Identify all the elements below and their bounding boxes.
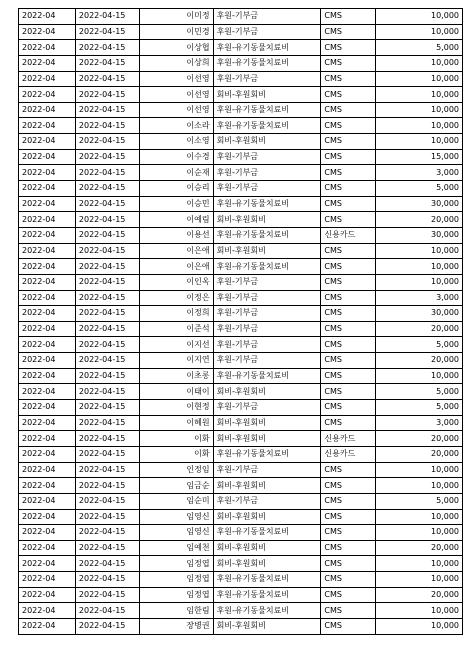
cell-month: 2022-04 [19, 181, 76, 197]
cell-donor-name: 장병권 [139, 618, 213, 634]
cell-amount: 3,000 [376, 290, 463, 306]
cell-donor-name: 이승리 [139, 181, 213, 197]
cell-date: 2022-04-15 [75, 149, 139, 165]
cell-payment-method: CMS [321, 212, 376, 228]
table-row [19, 274, 463, 290]
cell-payment-method: CMS [321, 259, 376, 275]
cell-date: 2022-04-15 [75, 227, 139, 243]
cell-donor-name: 이예림 [139, 212, 213, 228]
cell-amount: 30,000 [376, 227, 463, 243]
cell-donor-name: 임금순 [139, 478, 213, 494]
cell-date: 2022-04-15 [75, 306, 139, 322]
cell-donor-name: 이화 [139, 446, 213, 462]
cell-payment-method: CMS [321, 353, 376, 369]
cell-category: 후원-기부금 [213, 493, 321, 509]
cell-date: 2022-04-15 [75, 415, 139, 431]
cell-date: 2022-04-15 [75, 321, 139, 337]
table-row [19, 493, 463, 509]
cell-date: 2022-04-15 [75, 71, 139, 87]
cell-category: 회비-후원회비 [213, 540, 321, 556]
table-row [19, 9, 463, 25]
cell-month: 2022-04 [19, 415, 76, 431]
cell-month: 2022-04 [19, 306, 76, 322]
cell-payment-method: 신용카드 [321, 446, 376, 462]
cell-amount: 10,000 [376, 259, 463, 275]
ledger-body [19, 9, 463, 635]
cell-month: 2022-04 [19, 618, 76, 634]
cell-donor-name: 이소영 [139, 134, 213, 150]
cell-amount: 10,000 [376, 9, 463, 25]
cell-amount: 10,000 [376, 603, 463, 619]
cell-date: 2022-04-15 [75, 9, 139, 25]
cell-month: 2022-04 [19, 87, 76, 103]
cell-month: 2022-04 [19, 55, 76, 71]
cell-month: 2022-04 [19, 165, 76, 181]
cell-category: 후원-기부금 [213, 24, 321, 40]
cell-amount: 10,000 [376, 87, 463, 103]
table-row [19, 556, 463, 572]
cell-payment-method: CMS [321, 134, 376, 150]
cell-donor-name: 이민경 [139, 24, 213, 40]
cell-month: 2022-04 [19, 337, 76, 353]
cell-amount: 5,000 [376, 493, 463, 509]
cell-month: 2022-04 [19, 572, 76, 588]
cell-amount: 10,000 [376, 462, 463, 478]
cell-date: 2022-04-15 [75, 353, 139, 369]
cell-amount: 10,000 [376, 118, 463, 134]
cell-amount: 10,000 [376, 556, 463, 572]
cell-donor-name: 이초롱 [139, 368, 213, 384]
cell-amount: 3,000 [376, 165, 463, 181]
cell-amount: 10,000 [376, 525, 463, 541]
cell-category: 회비-후원회비 [213, 87, 321, 103]
cell-donor-name: 이태이 [139, 384, 213, 400]
cell-payment-method: CMS [321, 321, 376, 337]
cell-payment-method: CMS [321, 415, 376, 431]
cell-payment-method: CMS [321, 525, 376, 541]
table-row [19, 446, 463, 462]
table-row [19, 118, 463, 134]
cell-category: 회비-후원회비 [213, 618, 321, 634]
cell-donor-name: 임영신 [139, 509, 213, 525]
cell-payment-method: CMS [321, 540, 376, 556]
table-row [19, 71, 463, 87]
cell-amount: 3,000 [376, 415, 463, 431]
cell-month: 2022-04 [19, 227, 76, 243]
cell-date: 2022-04-15 [75, 509, 139, 525]
cell-payment-method: CMS [321, 118, 376, 134]
cell-amount: 10,000 [376, 274, 463, 290]
cell-date: 2022-04-15 [75, 102, 139, 118]
cell-date: 2022-04-15 [75, 55, 139, 71]
cell-month: 2022-04 [19, 493, 76, 509]
cell-donor-name: 임순미 [139, 493, 213, 509]
cell-category: 후원-유기동물치료비 [213, 525, 321, 541]
table-row [19, 478, 463, 494]
cell-month: 2022-04 [19, 274, 76, 290]
cell-category: 후원-유기동물치료비 [213, 603, 321, 619]
table-row [19, 384, 463, 400]
cell-date: 2022-04-15 [75, 118, 139, 134]
cell-date: 2022-04-15 [75, 556, 139, 572]
cell-category: 회비-후원회비 [213, 431, 321, 447]
cell-amount: 30,000 [376, 306, 463, 322]
donation-ledger-table [18, 8, 463, 635]
table-row [19, 400, 463, 416]
cell-category: 후원-유기동물치료비 [213, 227, 321, 243]
table-row [19, 462, 463, 478]
cell-category: 후원-기부금 [213, 321, 321, 337]
cell-donor-name: 이혜원 [139, 415, 213, 431]
cell-month: 2022-04 [19, 24, 76, 40]
cell-date: 2022-04-15 [75, 212, 139, 228]
cell-payment-method: CMS [321, 196, 376, 212]
cell-month: 2022-04 [19, 509, 76, 525]
cell-date: 2022-04-15 [75, 587, 139, 603]
cell-category: 후원-기부금 [213, 400, 321, 416]
table-row [19, 540, 463, 556]
cell-category: 후원-기부금 [213, 149, 321, 165]
cell-donor-name: 이선영 [139, 71, 213, 87]
cell-category: 후원-기부금 [213, 337, 321, 353]
cell-donor-name: 이정희 [139, 306, 213, 322]
cell-category: 후원-기부금 [213, 274, 321, 290]
cell-category: 후원-유기동물치료비 [213, 446, 321, 462]
table-row [19, 525, 463, 541]
cell-payment-method: CMS [321, 337, 376, 353]
cell-category: 후원-유기동물치료비 [213, 55, 321, 71]
cell-payment-method: CMS [321, 55, 376, 71]
cell-donor-name: 인정임 [139, 462, 213, 478]
cell-month: 2022-04 [19, 353, 76, 369]
cell-date: 2022-04-15 [75, 478, 139, 494]
cell-date: 2022-04-15 [75, 181, 139, 197]
cell-payment-method: CMS [321, 165, 376, 181]
cell-donor-name: 이선영 [139, 102, 213, 118]
cell-donor-name: 이선영 [139, 87, 213, 103]
cell-amount: 5,000 [376, 181, 463, 197]
cell-payment-method: CMS [321, 587, 376, 603]
cell-month: 2022-04 [19, 587, 76, 603]
table-row [19, 321, 463, 337]
cell-date: 2022-04-15 [75, 87, 139, 103]
cell-payment-method: CMS [321, 618, 376, 634]
cell-donor-name: 임예천 [139, 540, 213, 556]
cell-payment-method: CMS [321, 400, 376, 416]
cell-category: 후원-유기동물치료비 [213, 259, 321, 275]
cell-date: 2022-04-15 [75, 337, 139, 353]
cell-donor-name: 임한림 [139, 603, 213, 619]
table-row [19, 337, 463, 353]
cell-amount: 10,000 [376, 243, 463, 259]
cell-month: 2022-04 [19, 149, 76, 165]
cell-month: 2022-04 [19, 243, 76, 259]
cell-month: 2022-04 [19, 431, 76, 447]
cell-date: 2022-04-15 [75, 540, 139, 556]
table-row [19, 415, 463, 431]
cell-payment-method: CMS [321, 493, 376, 509]
cell-category: 후원-기부금 [213, 353, 321, 369]
table-row [19, 181, 463, 197]
table-row [19, 134, 463, 150]
cell-date: 2022-04-15 [75, 165, 139, 181]
cell-month: 2022-04 [19, 71, 76, 87]
table-row [19, 587, 463, 603]
cell-donor-name: 이상희 [139, 55, 213, 71]
cell-date: 2022-04-15 [75, 368, 139, 384]
cell-payment-method: CMS [321, 478, 376, 494]
cell-donor-name: 이화 [139, 431, 213, 447]
cell-month: 2022-04 [19, 556, 76, 572]
cell-category: 회비-후원회비 [213, 212, 321, 228]
cell-amount: 10,000 [376, 509, 463, 525]
cell-category: 후원-기부금 [213, 165, 321, 181]
cell-payment-method: CMS [321, 556, 376, 572]
cell-amount: 10,000 [376, 71, 463, 87]
table-row [19, 227, 463, 243]
cell-amount: 20,000 [376, 353, 463, 369]
cell-donor-name: 이상협 [139, 40, 213, 56]
cell-date: 2022-04-15 [75, 384, 139, 400]
cell-payment-method: CMS [321, 149, 376, 165]
cell-date: 2022-04-15 [75, 462, 139, 478]
cell-category: 후원-유기동물치료비 [213, 196, 321, 212]
cell-payment-method: CMS [321, 40, 376, 56]
cell-category: 후원-유기동물치료비 [213, 587, 321, 603]
table-row [19, 212, 463, 228]
cell-donor-name: 임영신 [139, 525, 213, 541]
table-row [19, 102, 463, 118]
cell-donor-name: 임정엽 [139, 587, 213, 603]
cell-date: 2022-04-15 [75, 24, 139, 40]
cell-amount: 10,000 [376, 102, 463, 118]
cell-amount: 20,000 [376, 587, 463, 603]
table-row [19, 55, 463, 71]
table-row [19, 87, 463, 103]
table-row [19, 24, 463, 40]
table-row [19, 165, 463, 181]
cell-month: 2022-04 [19, 196, 76, 212]
cell-payment-method: CMS [321, 603, 376, 619]
cell-date: 2022-04-15 [75, 274, 139, 290]
cell-amount: 20,000 [376, 431, 463, 447]
cell-month: 2022-04 [19, 40, 76, 56]
cell-date: 2022-04-15 [75, 400, 139, 416]
cell-date: 2022-04-15 [75, 243, 139, 259]
cell-payment-method: 신용카드 [321, 227, 376, 243]
cell-category: 후원-유기동물치료비 [213, 118, 321, 134]
cell-donor-name: 이수경 [139, 149, 213, 165]
cell-category: 후원-유기동물치료비 [213, 40, 321, 56]
cell-donor-name: 이승민 [139, 196, 213, 212]
cell-date: 2022-04-15 [75, 431, 139, 447]
cell-payment-method: CMS [321, 274, 376, 290]
table-row [19, 618, 463, 634]
cell-category: 후원-유기동물치료비 [213, 102, 321, 118]
cell-amount: 5,000 [376, 400, 463, 416]
cell-month: 2022-04 [19, 321, 76, 337]
cell-month: 2022-04 [19, 102, 76, 118]
table-row [19, 40, 463, 56]
cell-payment-method: CMS [321, 181, 376, 197]
cell-month: 2022-04 [19, 118, 76, 134]
cell-amount: 10,000 [376, 55, 463, 71]
cell-category: 후원-유기동물치료비 [213, 368, 321, 384]
cell-donor-name: 이소라 [139, 118, 213, 134]
cell-amount: 5,000 [376, 40, 463, 56]
cell-category: 회비-후원회비 [213, 478, 321, 494]
table-row [19, 572, 463, 588]
cell-month: 2022-04 [19, 384, 76, 400]
table-row [19, 243, 463, 259]
cell-date: 2022-04-15 [75, 525, 139, 541]
cell-category: 후원-기부금 [213, 181, 321, 197]
cell-date: 2022-04-15 [75, 290, 139, 306]
cell-donor-name: 임정엽 [139, 556, 213, 572]
cell-amount: 10,000 [376, 24, 463, 40]
cell-amount: 15,000 [376, 149, 463, 165]
table-row [19, 196, 463, 212]
cell-category: 회비-후원회비 [213, 384, 321, 400]
cell-month: 2022-04 [19, 446, 76, 462]
cell-donor-name: 이미정 [139, 9, 213, 25]
cell-payment-method: CMS [321, 509, 376, 525]
cell-amount: 20,000 [376, 212, 463, 228]
cell-category: 후원-기부금 [213, 71, 321, 87]
cell-amount: 20,000 [376, 321, 463, 337]
cell-month: 2022-04 [19, 368, 76, 384]
cell-payment-method: CMS [321, 384, 376, 400]
cell-month: 2022-04 [19, 290, 76, 306]
cell-category: 회비-후원회비 [213, 243, 321, 259]
cell-amount: 10,000 [376, 368, 463, 384]
cell-donor-name: 이정은 [139, 290, 213, 306]
cell-donor-name: 임정엽 [139, 572, 213, 588]
cell-payment-method: CMS [321, 368, 376, 384]
table-row [19, 353, 463, 369]
cell-payment-method: CMS [321, 572, 376, 588]
cell-payment-method: CMS [321, 102, 376, 118]
cell-month: 2022-04 [19, 9, 76, 25]
cell-payment-method: CMS [321, 87, 376, 103]
cell-payment-method: CMS [321, 462, 376, 478]
table-row [19, 509, 463, 525]
cell-donor-name: 이준석 [139, 321, 213, 337]
cell-month: 2022-04 [19, 462, 76, 478]
cell-amount: 10,000 [376, 572, 463, 588]
cell-payment-method: CMS [321, 71, 376, 87]
cell-payment-method: CMS [321, 243, 376, 259]
cell-donor-name: 이은애 [139, 243, 213, 259]
table-row [19, 603, 463, 619]
cell-donor-name: 이은애 [139, 259, 213, 275]
cell-month: 2022-04 [19, 540, 76, 556]
cell-category: 후원-기부금 [213, 290, 321, 306]
cell-date: 2022-04-15 [75, 603, 139, 619]
cell-amount: 20,000 [376, 540, 463, 556]
cell-payment-method: 신용카드 [321, 431, 376, 447]
cell-donor-name: 이순재 [139, 165, 213, 181]
cell-month: 2022-04 [19, 525, 76, 541]
cell-donor-name: 이용선 [139, 227, 213, 243]
cell-donor-name: 이지선 [139, 337, 213, 353]
table-row [19, 368, 463, 384]
cell-date: 2022-04-15 [75, 493, 139, 509]
cell-category: 회비-후원회비 [213, 509, 321, 525]
cell-date: 2022-04-15 [75, 259, 139, 275]
table-row [19, 259, 463, 275]
cell-category: 후원-기부금 [213, 9, 321, 25]
cell-donor-name: 이현정 [139, 400, 213, 416]
cell-category: 회비-후원회비 [213, 134, 321, 150]
table-row [19, 306, 463, 322]
table-row [19, 290, 463, 306]
cell-date: 2022-04-15 [75, 196, 139, 212]
cell-month: 2022-04 [19, 212, 76, 228]
cell-amount: 5,000 [376, 384, 463, 400]
cell-amount: 20,000 [376, 446, 463, 462]
cell-month: 2022-04 [19, 400, 76, 416]
cell-payment-method: CMS [321, 9, 376, 25]
cell-amount: 30,000 [376, 196, 463, 212]
cell-month: 2022-04 [19, 603, 76, 619]
cell-date: 2022-04-15 [75, 618, 139, 634]
cell-payment-method: CMS [321, 24, 376, 40]
cell-category: 회비-후원회비 [213, 415, 321, 431]
cell-amount: 5,000 [376, 337, 463, 353]
cell-category: 후원-유기동물치료비 [213, 572, 321, 588]
cell-date: 2022-04-15 [75, 572, 139, 588]
cell-amount: 10,000 [376, 134, 463, 150]
cell-donor-name: 이지연 [139, 353, 213, 369]
cell-category: 후원-기부금 [213, 306, 321, 322]
cell-category: 회비-후원회비 [213, 556, 321, 572]
cell-payment-method: CMS [321, 290, 376, 306]
cell-month: 2022-04 [19, 259, 76, 275]
cell-date: 2022-04-15 [75, 40, 139, 56]
cell-date: 2022-04-15 [75, 446, 139, 462]
cell-donor-name: 이인옥 [139, 274, 213, 290]
cell-amount: 10,000 [376, 478, 463, 494]
cell-date: 2022-04-15 [75, 134, 139, 150]
table-row [19, 149, 463, 165]
cell-amount: 10,000 [376, 618, 463, 634]
cell-month: 2022-04 [19, 478, 76, 494]
cell-category: 후원-기부금 [213, 462, 321, 478]
cell-month: 2022-04 [19, 134, 76, 150]
cell-payment-method: CMS [321, 306, 376, 322]
table-row [19, 431, 463, 447]
